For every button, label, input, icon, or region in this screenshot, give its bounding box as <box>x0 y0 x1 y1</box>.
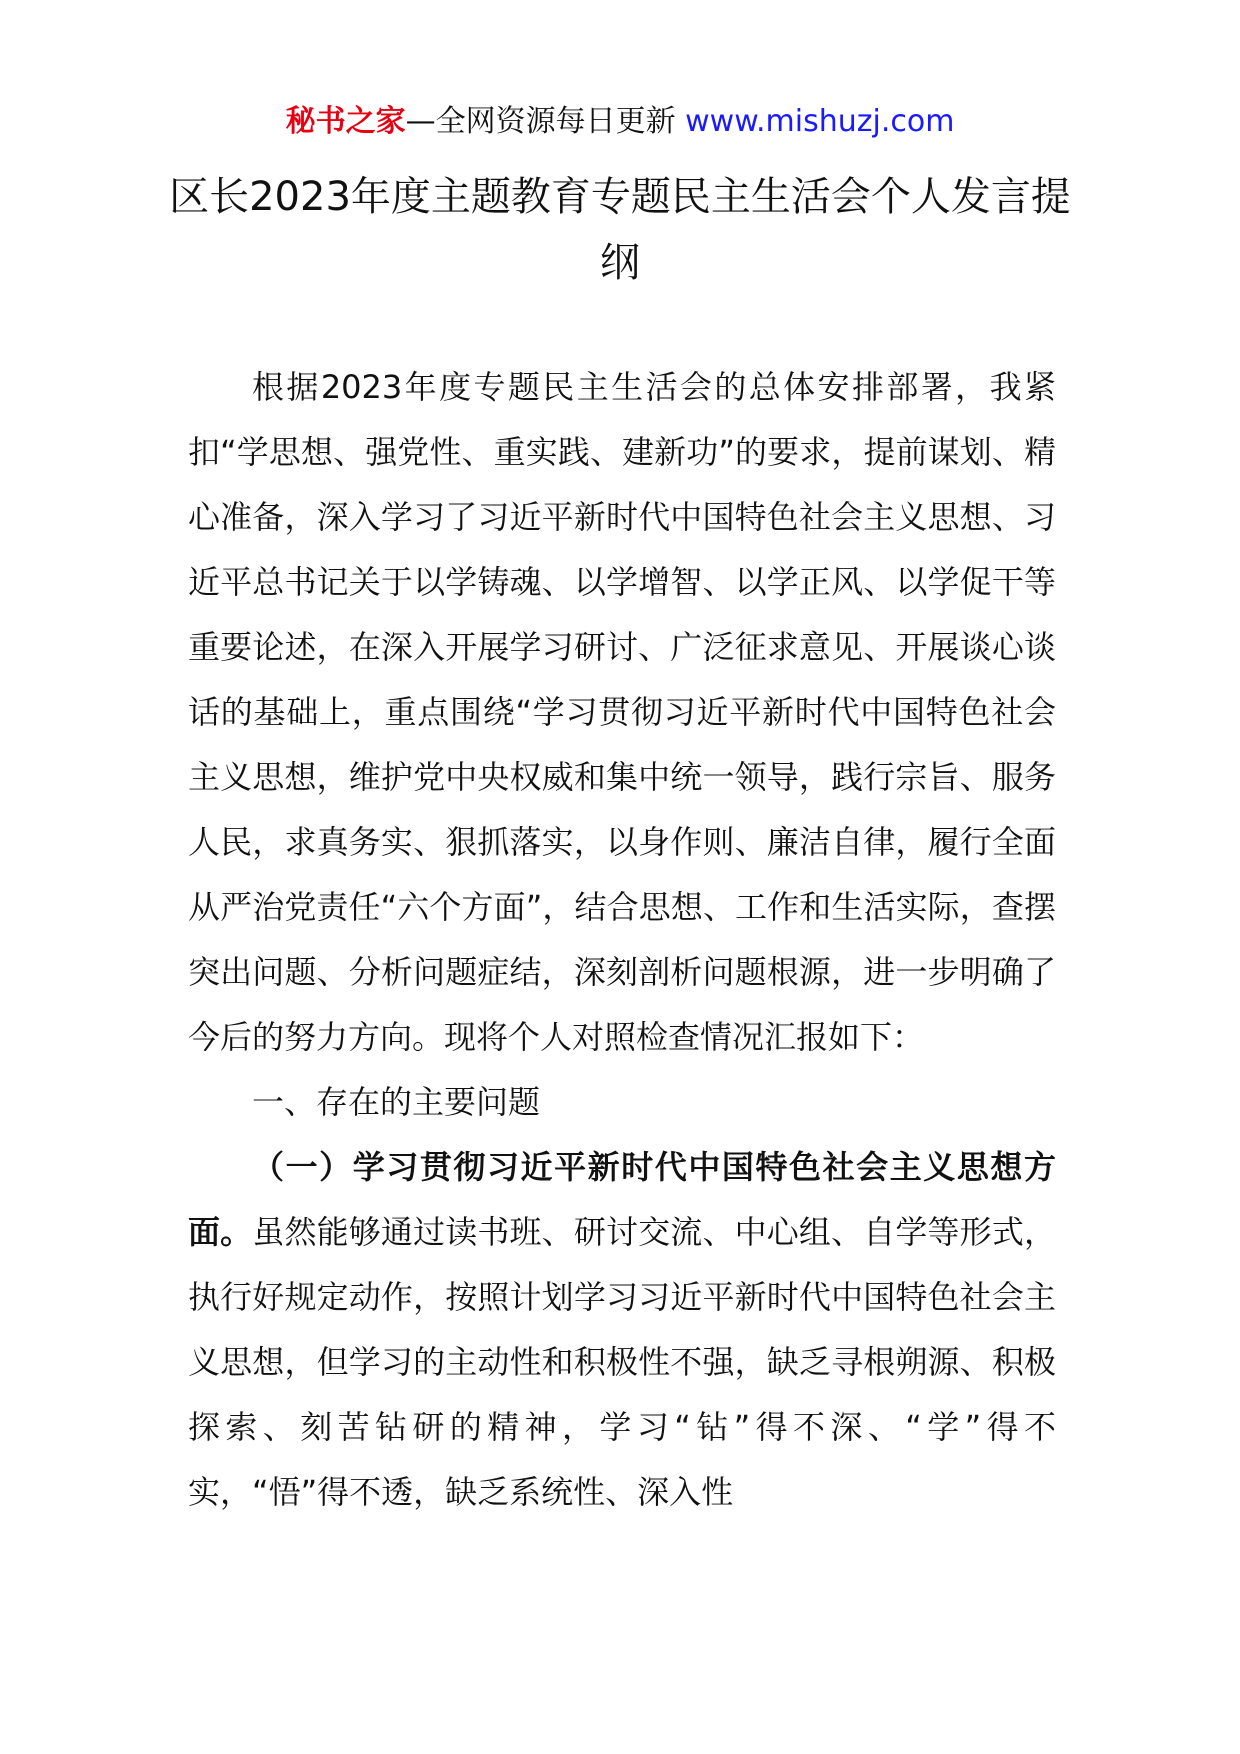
item-1-text: 虽然能够通过读书班、研讨交流、中心组、自学等形式，执行好规定动作，按照计划学习习近平新时代中国特色社会主义思想，但学习的主动性和积极性不强，缺乏寻根朔源、积极探索、刻苦钻研的精神，学习“钻”得不深、“学”得不实，“悟”得不透，缺乏系统性、深入性 <box>188 1213 1056 1511</box>
document-title: 区长2023年度主题教育专题民主生活会个人发言提纲 <box>169 174 1071 286</box>
item-1-paragraph <box>188 1135 1056 1525</box>
site-tagline: —全网资源每日更新 <box>405 104 686 139</box>
item-1-heading: （一）学习贯彻习近平新时代中国特色社会主义思想方面。 <box>188 1148 1056 1251</box>
section-heading: 一、存在的主要问题 <box>252 1083 541 1121</box>
intro-paragraph: 根据2023年度专题民主生活会的总体安排部署，我紧扣“学思想、强党性、重实践、建新功”的要求，提前谋划、精心准备，深入学习了习近平新时代中国特色社会主义思想、习近平总书记关于以学铸魂、以学增智、以学正风、以学促干等重要论述，在深入开展学习研讨、广泛征求意见、开展谈心谈话的基础上，重点围绕“学习贯彻习近平新时代中国特色社会主义思想，维护党中央权威和集中统一领导，践行宗旨、服务人民，求真务实、狠抓落实，以身作则、廉洁自律，履行全面从严治党责任“六个方面”，结合思想、工作和生活实际，查摆突出问题、分析问题症结，深刻剖析问题根源，进一步明确了今后的努力方向。现将个人对照检查情况汇报如下： <box>188 368 1056 1056</box>
site-brand: 秘书之家 <box>285 104 406 139</box>
document-body <box>188 355 1056 1525</box>
site-header <box>0 100 1240 144</box>
site-url-link[interactable]: www.mishuzj.com <box>685 104 955 139</box>
